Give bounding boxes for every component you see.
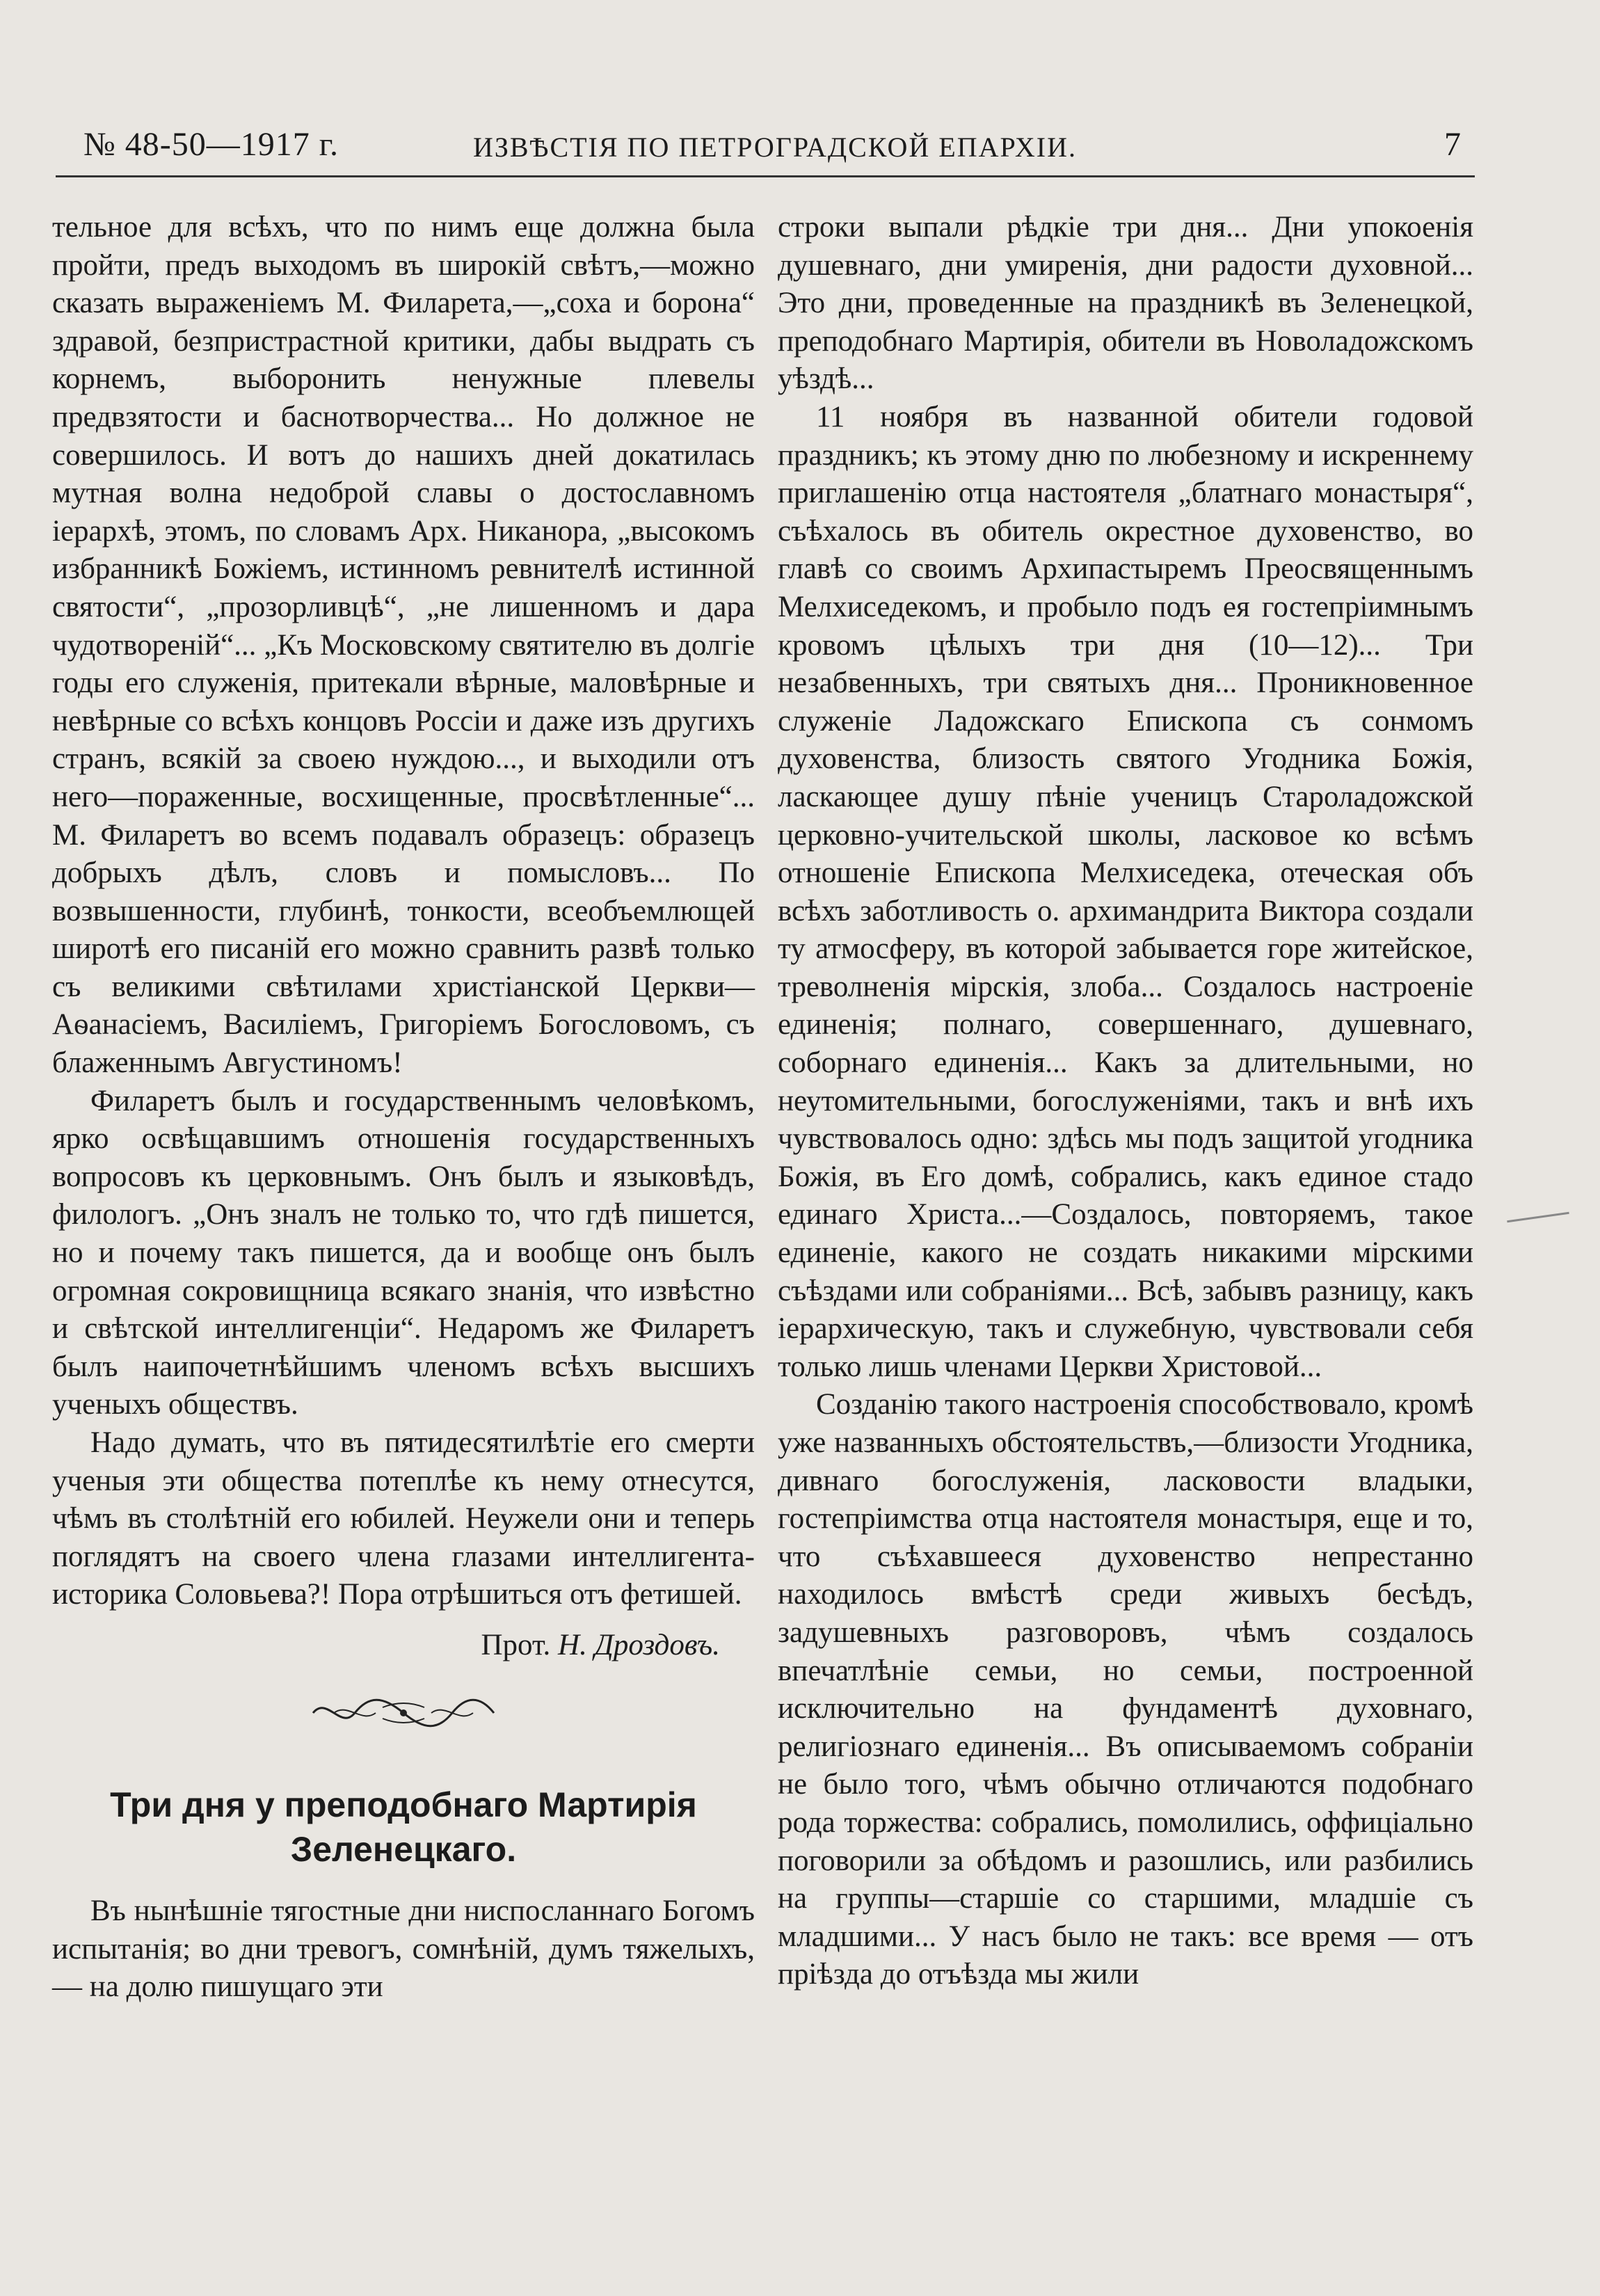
left-paragraph-1: тельное для всѣхъ, что по нимъ еще должна была пройти, предъ выходомъ въ широкій свѣтъ,—можно сказать выраженіемъ М. Филарета,—„соха и борона“ здравой, безпристрастной критики, дабы выдрать съ корнемъ, выборонить ненужные плевелы предвзятости и баснотворчества... Но должное не совершилось. И вотъ до нашихъ дней докатилась мутная волна недоброй славы о достославномъ іерархѣ, этомъ, по словамъ Арх. Никанора, „высокомъ избранникѣ Божіемъ, истинномъ ревнителѣ истинной святости“, „прозорливцѣ“, „не лишенномъ и дара чудотвореній“... „Къ Московскому святителю въ долгіе годы его служенія, притекали вѣрные, маловѣрные и невѣрные со всѣхъ концовъ Россіи и даже изъ другихъ странъ, всякій за своею нуждою..., и выходили отъ него—пораженные, восхищенные, просвѣтленные“... М. Филаретъ во всемъ подавалъ образецъ: образецъ добрыхъ дѣлъ, словъ и помысловъ... По возвышенности, глубинѣ, тонкости, всеобъемлющей широтѣ его писаній его можно сравнить развѣ только съ великими свѣтилами христіанской Церкви—Аѳанасіемъ, Василіемъ, Григоріемъ Богословомъ, съ блаженнымъ Августиномъ! [52, 211, 755, 1080]
margin-pencil-mark [1507, 1212, 1569, 1222]
article-title-line-1: Три дня у преподобнаго Мартирія [110, 1785, 697, 1824]
author-signature [52, 1627, 720, 1664]
left-paragraph-3: Надо думать, что въ пятидесятилѣтіе его смерти ученыя эти общества потеплѣе къ нему отнесутся, чѣмъ въ столѣтній его юбилей. Неужели они и теперь поглядятъ на своего члена глазами интеллигента-историка Соловьева?! Пора отрѣшиться отъ фетишей. [52, 1426, 755, 1611]
left-paragraph-4: Въ нынѣшніе тягостные дни ниспосланнаго Богомъ испытанія; во дни тревогъ, сомнѣній, думъ тяжелыхъ, — на долю пишущаго эти [52, 1894, 755, 2004]
signature-prefix: Прот. [481, 1628, 551, 1661]
left-paragraph-2: Филаретъ былъ и государственнымъ человѣкомъ, ярко освѣщавшимъ отношенія государственныхъ вопросовъ къ церковнымъ. Онъ былъ и языковѣдъ, филологъ. „Онъ зналъ не только то, что гдѣ пишется, но и почему такъ пишется, да и вообще онъ былъ огромная сокровищница всякаго знанія, что извѣстно и свѣтской интеллигенціи“. Недаромъ же Филаретъ былъ наипочетнѣйшимъ членомъ всѣхъ высшихъ ученыхъ обществъ. [52, 1084, 755, 1421]
left-column [52, 209, 755, 2007]
right-paragraph-1: строки выпали рѣдкіе три дня... Дни упокоенія душевнаго, дни умиренія, дни радости духовной... Это дни, проведенные на праздникѣ въ Зеленецкой, преподобнаго Мартирія, обители въ Новоладожскомъ уѣздѣ... [778, 211, 1473, 396]
article-title-line-2: Зеленецкаго. [290, 1829, 517, 1869]
article-title [52, 1783, 755, 1872]
signature-name: Н. Дроздовъ. [558, 1628, 720, 1661]
decorative-divider-ornament-icon [306, 1692, 501, 1734]
journal-title: ИЗВѢСТІЯ ПО ПЕТРОГРАДСКОЙ ЕПАРХІИ. [473, 131, 1077, 163]
header-rule [56, 175, 1475, 177]
right-paragraph-2: 11 ноября въ названной обители годовой праздникъ; къ этому дню по любезному и искреннему приглашенію отца настоятеля „блатнаго монастыря“, съѣхалось въ обитель окрестное духовенство, во главѣ со своимъ Архипастыремъ Преосвященнымъ Мелхиседекомъ, и пробыло подъ ея гостепріимнымъ кровомъ цѣлыхъ три дня (10—12)... Три незабвенныхъ, три святыхъ дня... Проникновенное служеніе Ладожскаго Епископа съ сонмомъ духовенства, близость святого Угодника Божія, ласкающее душу пѣніе ученицъ Староладожской церковно-учительской школы, ласковое ко всѣмъ отношеніе Епископа Мелхиседека, отеческая объ всѣхъ заботливость о. архимандрита Виктора создали ту атмосферу, въ которой забывается горе житейское, треволненія мірскія, злоба... Создалось настроеніе единенія; полнаго, совершеннаго, душевнаго, соборнаго единенія... Какъ за длительными, но неутомительными, богослуженіями, такъ и внѣ ихъ чувствовалось одно: здѣсь мы подъ защитой угодника Божія, въ Его домѣ, собрались, какъ единое стадо единаго Христа...—Создалось, повторяемъ, такое единеніе, какого не создать никакими мірскими съѣздами или собраніями... Всѣ, забывъ разницу, какъ іерархическую, такъ и служебную, чувствовали себя только лишь членами Церкви Христовой... [778, 400, 1473, 1383]
issue-number: № 48-50—1917 г. [83, 126, 339, 163]
right-paragraph-3: Созданію такого настроенія способствовало, кромѣ уже названныхъ обстоятельствъ,—близости Угодника, дивнаго богослуженія, ласковости владыки, гостепріимства отца настоятеля монастыря, еще и то, что съѣхавшееся духовенство непрестанно находилось вмѣстѣ среди живыхъ бесѣдъ, задушевныхъ разговоровъ, чѣмъ создалось впечатлѣніе семьи, но семьи, построенной исключительно на фундаментѣ духовнаго, религіознаго единенія... Въ описываемомъ собраніи не было того, чѣмъ обычно отличаются подобнаго рода торжества: собрались, помолились, оффиціально поговорили за обѣдомъ и разошлись, или разбились на группы—старшіе со старшими, младшіе съ младшими... У насъ было не такъ: все время — отъ пріѣзда до отъѣзда мы жили [778, 1388, 1474, 1991]
right-column [778, 209, 1473, 1994]
page-header [83, 118, 1461, 167]
page-number: 7 [1444, 126, 1461, 163]
